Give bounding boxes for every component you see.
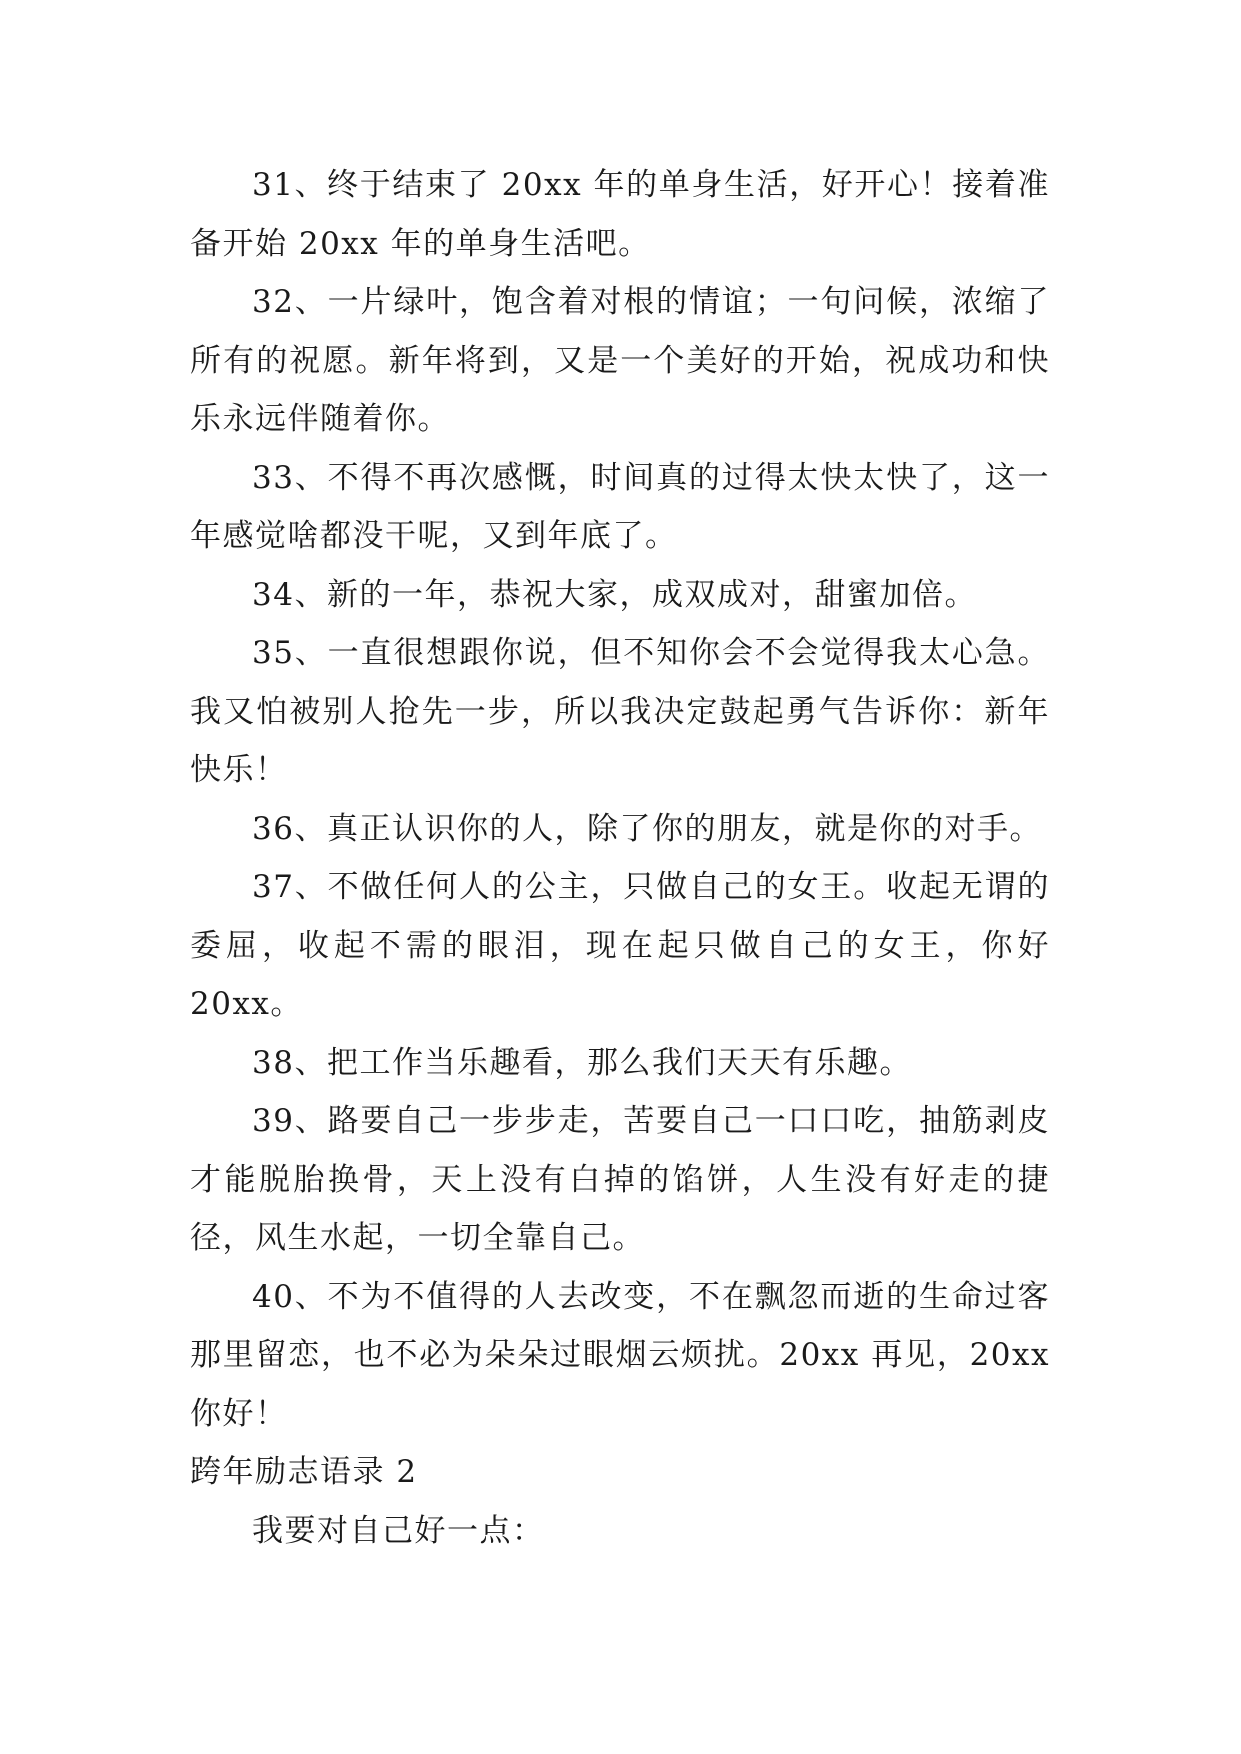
section-intro: 我要对自己好一点： (252, 1512, 545, 1549)
paragraph-36: 36、真正认识你的人，除了你的朋友，就是你的对手。 (252, 810, 1042, 847)
paragraph-34: 34、新的一年，恭祝大家，成双成对，甜蜜加倍。 (252, 576, 977, 613)
paragraph-35: 35、一直很想跟你说，但不知你会不会觉得我太心急。我又怕被别人抢先一步，所以我决定鼓起勇气告诉你：新年快乐！ (190, 635, 1050, 788)
paragraph-32: 32、一片绿叶，饱含着对根的情谊；一句问候，浓缩了所有的祝愿。新年将到，又是一个美好的开始，祝成功和快乐永远伴随着你。 (190, 284, 1050, 437)
paragraph-38: 38、把工作当乐趣看，那么我们天天有乐趣。 (252, 1044, 912, 1081)
paragraph-40: 40、不为不值得的人去改变，不在飘忽而逝的生命过客那里留恋，也不必为朵朵过眼烟云烦扰。20xx 再见，20xx 你好！ (190, 1278, 1050, 1432)
paragraph-37: 37、不做任何人的公主，只做自己的女王。收起无谓的委屈，收起不需的眼泪，现在起只做自己的女王，你好 20xx。 (190, 869, 1050, 1022)
section-heading: 跨年励志语录 2 (190, 1454, 418, 1490)
paragraph-31: 31、终于结束了 20xx 年的单身生活，好开心！接着准备开始 20xx 年的单身生活吧。 (190, 167, 1050, 262)
document-body (190, 156, 1050, 1560)
paragraph-39: 39、路要自己一步步走，苦要自己一口口吃，抽筋剥皮才能脱胎换骨，天上没有白掉的馅饼，人生没有好走的捷径，风生水起，一切全靠自己。 (190, 1103, 1050, 1256)
paragraph-33: 33、不得不再次感慨，时间真的过得太快太快了，这一年感觉啥都没干呢，又到年底了。 (190, 459, 1050, 554)
